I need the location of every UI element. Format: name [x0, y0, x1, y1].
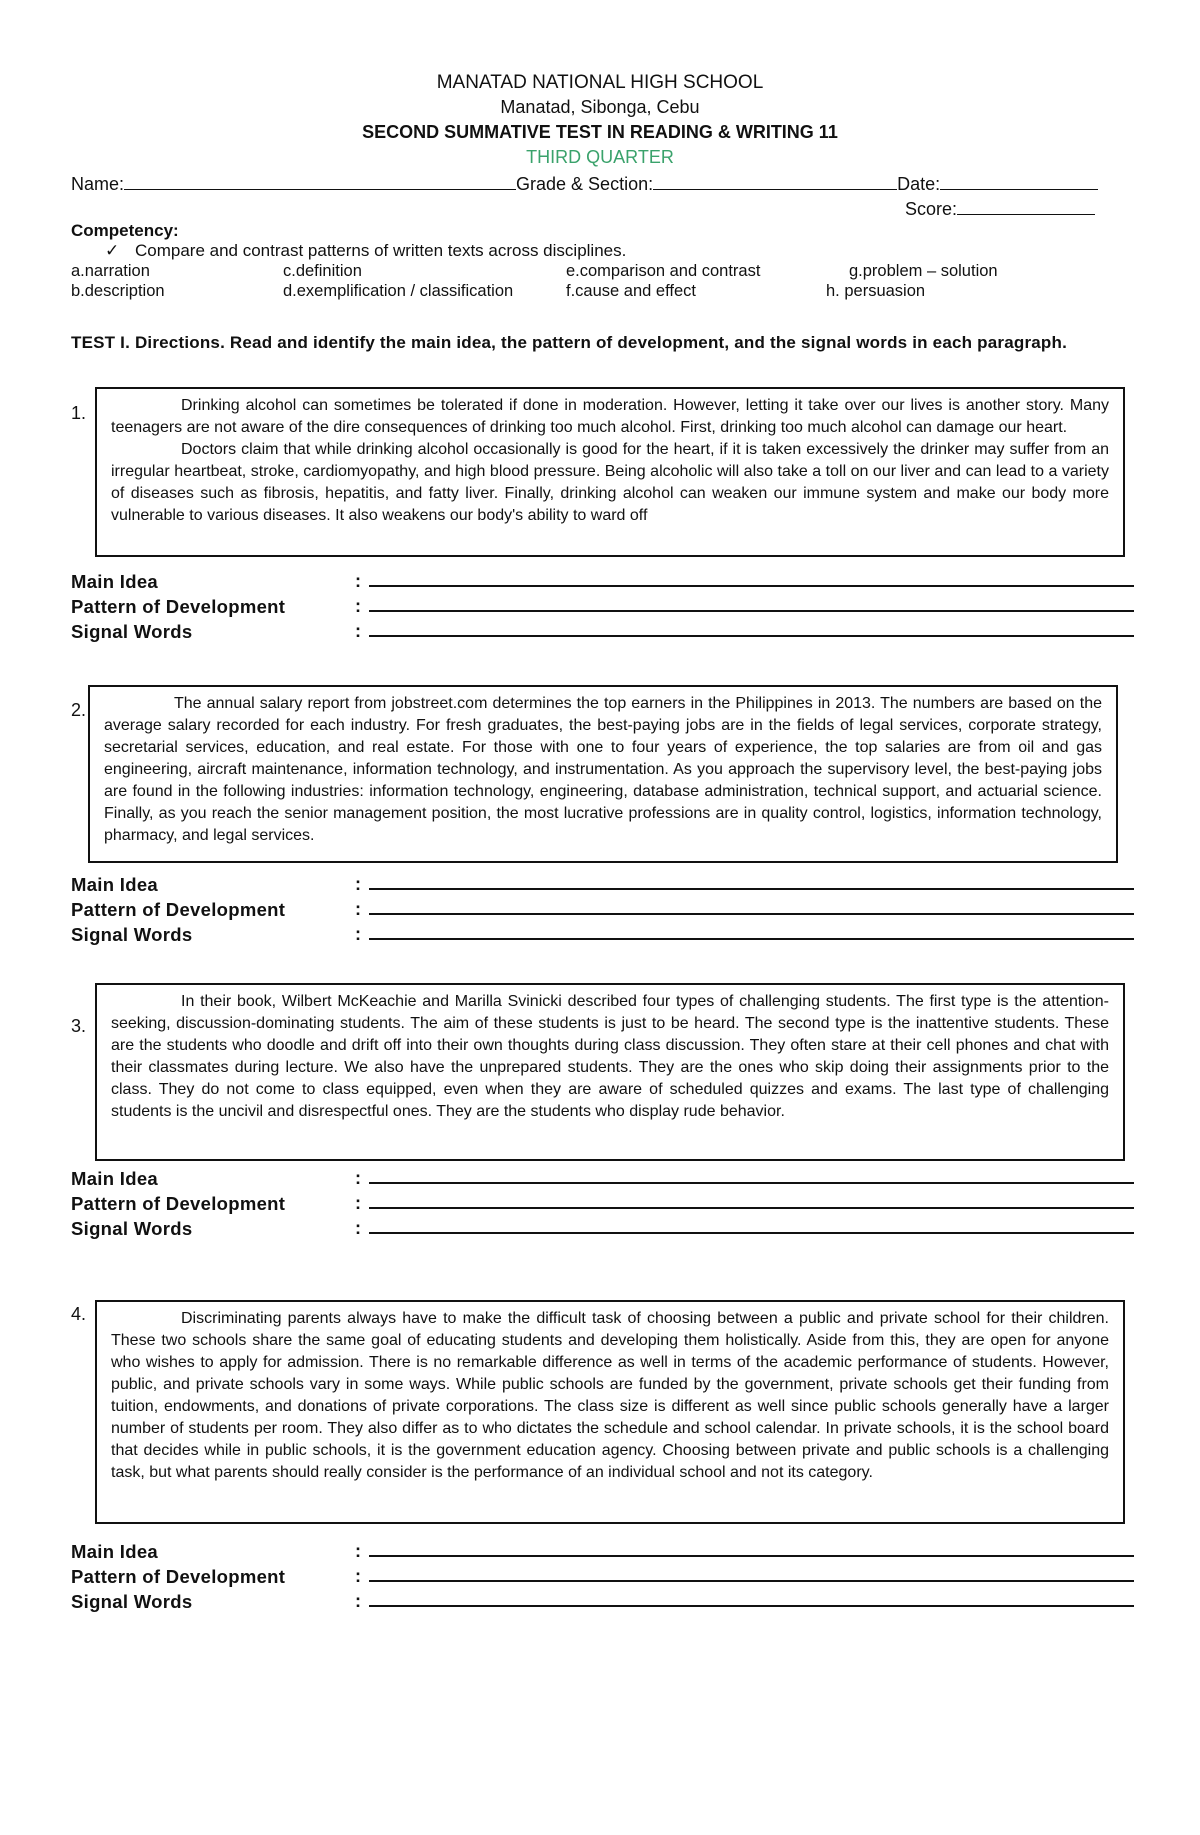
signal-words-label: Signal Words	[71, 924, 193, 945]
item-number: 3.	[71, 1016, 87, 1036]
option-e: e.comparison and contrast	[566, 262, 761, 280]
answer-line[interactable]	[369, 1168, 1134, 1184]
passage-box-1	[95, 387, 1125, 557]
passage-paragraph: The annual salary report from jobstreet.com determines the top earners in the Philippines in 2013. The numbers are based on the average salary recorded for each industry. For fresh graduates, the best-paying jobs are in the fields of legal services, corporate strategy, secretarial services, education, and real estate. For those with one to four years of experience, the top salaries are from oil and gas engineering, aircraft maintenance, information technology, and instrumentation. As you approach the supervisory level, the best-paying jobs are found in the following industries: information technology, engineering, database administration, technical support, and actuarial science. Finally, as you reach the senior management position, the most lucrative professions are in quality control, logistics, information technology, pharmacy, and legal services.	[104, 695, 1102, 844]
option-d: d.exemplification / classification	[283, 282, 514, 300]
main-idea-answer[interactable]	[355, 874, 1134, 895]
competency-label: Competency:	[71, 221, 179, 240]
answer-line[interactable]	[369, 1193, 1134, 1209]
colon: :	[355, 874, 361, 894]
signal-words-answer[interactable]	[355, 1218, 1134, 1239]
answer-line[interactable]	[369, 621, 1134, 637]
grade-section-line[interactable]	[653, 173, 897, 190]
date-line[interactable]	[940, 173, 1098, 190]
option-h: h. persuasion	[826, 282, 926, 300]
school-name: MANATAD NATIONAL HIGH SCHOOL	[436, 72, 764, 93]
check-icon: ✓	[105, 241, 120, 260]
signal-words-answer[interactable]	[355, 621, 1134, 642]
colon: :	[355, 924, 361, 944]
option-f: f.cause and effect	[566, 282, 696, 300]
option-b: b.description	[71, 282, 165, 300]
option-a: a.narration	[71, 262, 150, 280]
signal-words-answer[interactable]	[355, 1591, 1134, 1612]
pattern-answer[interactable]	[355, 899, 1134, 920]
answer-line[interactable]	[369, 1591, 1134, 1607]
pattern-answer[interactable]	[355, 596, 1134, 617]
signal-words-answer[interactable]	[355, 924, 1134, 945]
student-info-row	[71, 173, 1098, 195]
colon: :	[355, 621, 361, 641]
answer-line[interactable]	[369, 924, 1134, 940]
option-c: c.definition	[283, 262, 362, 280]
colon: :	[355, 596, 361, 616]
pattern-answer[interactable]	[355, 1566, 1134, 1587]
main-idea-answer[interactable]	[355, 1168, 1134, 1189]
item-number: 2.	[71, 700, 87, 720]
colon: :	[355, 1541, 361, 1561]
answer-line[interactable]	[369, 1566, 1134, 1582]
score-label: Score:	[905, 199, 958, 219]
passage-paragraph: Doctors claim that while drinking alcohol occasionally is good for the heart, if it is taken excessively the drinker may suffer from an irregular heartbeat, stroke, cardiomyopathy, and high blood pressure. Being alcoholic will also take a toll on our liver and can lead to a variety of diseases such as fibrosis, hepatitis, and fatty liver. Finally, drinking alcohol can weaken our immune system and make our body more vulnerable to various diseases. It also weakens our body's ability to ward off	[111, 441, 1109, 524]
main-idea-label: Main Idea	[71, 874, 158, 895]
score-row	[905, 198, 1095, 220]
item-number: 1.	[71, 403, 87, 423]
passage-paragraph: In their book, Wilbert McKeachie and Marilla Svinicki described four types of challenging students. The first type is the attention-seeking, discussion-dominating students. The aim of these students is just to be heard. The second type is the inattentive students. These are the students who doodle and drift off into their own thoughts during class discussion. They often stare at their cell phones and chat with their classmates during lecture. We also have the unprepared students. They are the ones who skip doing their assignments prior to the class. They do not come to class equipped, even when they are aware of scheduled quizzes and exams. The last type of challenging students is the uncivil and disrespectful ones. They are the students who display rude behavior.	[111, 993, 1109, 1120]
school-address: Manatad, Sibonga, Cebu	[500, 97, 700, 117]
competency-statement: Compare and contrast patterns of written texts across disciplines.	[135, 241, 627, 260]
pattern-label: Pattern of Development	[71, 899, 286, 920]
answer-line[interactable]	[369, 1541, 1134, 1557]
colon: :	[355, 571, 361, 591]
passage-box-4	[95, 1300, 1125, 1524]
answer-line[interactable]	[369, 571, 1134, 587]
pattern-label: Pattern of Development	[71, 596, 286, 617]
colon: :	[355, 1193, 361, 1213]
item-number: 4.	[71, 1304, 87, 1324]
signal-words-label: Signal Words	[71, 621, 193, 642]
answer-line[interactable]	[369, 596, 1134, 612]
colon: :	[355, 1168, 361, 1188]
signal-words-label: Signal Words	[71, 1218, 193, 1239]
test-directions: TEST I. Directions. Read and identify the main idea, the pattern of development, and the signal words in each paragraph.	[71, 333, 1068, 352]
name-line[interactable]	[124, 173, 516, 190]
main-idea-answer[interactable]	[355, 571, 1134, 592]
signal-words-label: Signal Words	[71, 1591, 193, 1612]
colon: :	[355, 1591, 361, 1611]
test-title: SECOND SUMMATIVE TEST IN READING & WRITING 11	[362, 122, 838, 142]
passage-paragraph: Drinking alcohol can sometimes be tolerated if done in moderation. However, letting it take over our lives is another story. Many teenagers are not aware of the dire consequences of drinking too much alcohol. First, drinking too much alcohol can damage our heart.	[111, 397, 1109, 436]
score-line[interactable]	[957, 198, 1095, 215]
main-idea-label: Main Idea	[71, 1541, 158, 1562]
main-idea-label: Main Idea	[71, 1168, 158, 1189]
date-label: Date:	[897, 174, 941, 194]
passage-box-2	[88, 685, 1118, 863]
colon: :	[355, 1218, 361, 1238]
pattern-label: Pattern of Development	[71, 1566, 286, 1587]
competency-text	[105, 241, 626, 261]
passage-paragraph: Discriminating parents always have to make the difficult task of choosing between a public and private school for their children. These two schools share the same goal of educating students and developing them holistically. Aside from this, they are open for anyone who wishes to apply for admission. There is no remarkable difference as well in terms of the academic performance of students. However, public, and private schools vary in some ways. While public schools are funded by the government, private schools get their funding from tuition, endowments, and donations of private corporations. The class size is different as well since public schools generally have a larger number of students per room. They also differ as to who dictates the schedule and school calendar. In private schools, it is the school board that decides while in public schools, it is the government education agency. Choosing between private and public schools is a challenging task, but what parents should really consider is the performance of an individual school and not its category.	[111, 1310, 1109, 1481]
option-g: g.problem – solution	[849, 262, 998, 280]
answer-line[interactable]	[369, 1218, 1134, 1234]
passage-box-3	[95, 983, 1125, 1161]
name-label: Name:	[71, 174, 125, 194]
answer-line[interactable]	[369, 899, 1134, 915]
answer-line[interactable]	[369, 874, 1134, 890]
pattern-answer[interactable]	[355, 1193, 1134, 1214]
pattern-label: Pattern of Development	[71, 1193, 286, 1214]
colon: :	[355, 1566, 361, 1586]
quarter-label: THIRD QUARTER	[526, 147, 674, 167]
colon: :	[355, 899, 361, 919]
main-idea-answer[interactable]	[355, 1541, 1134, 1562]
main-idea-label: Main Idea	[71, 571, 158, 592]
grade-section-label: Grade & Section:	[516, 174, 654, 194]
